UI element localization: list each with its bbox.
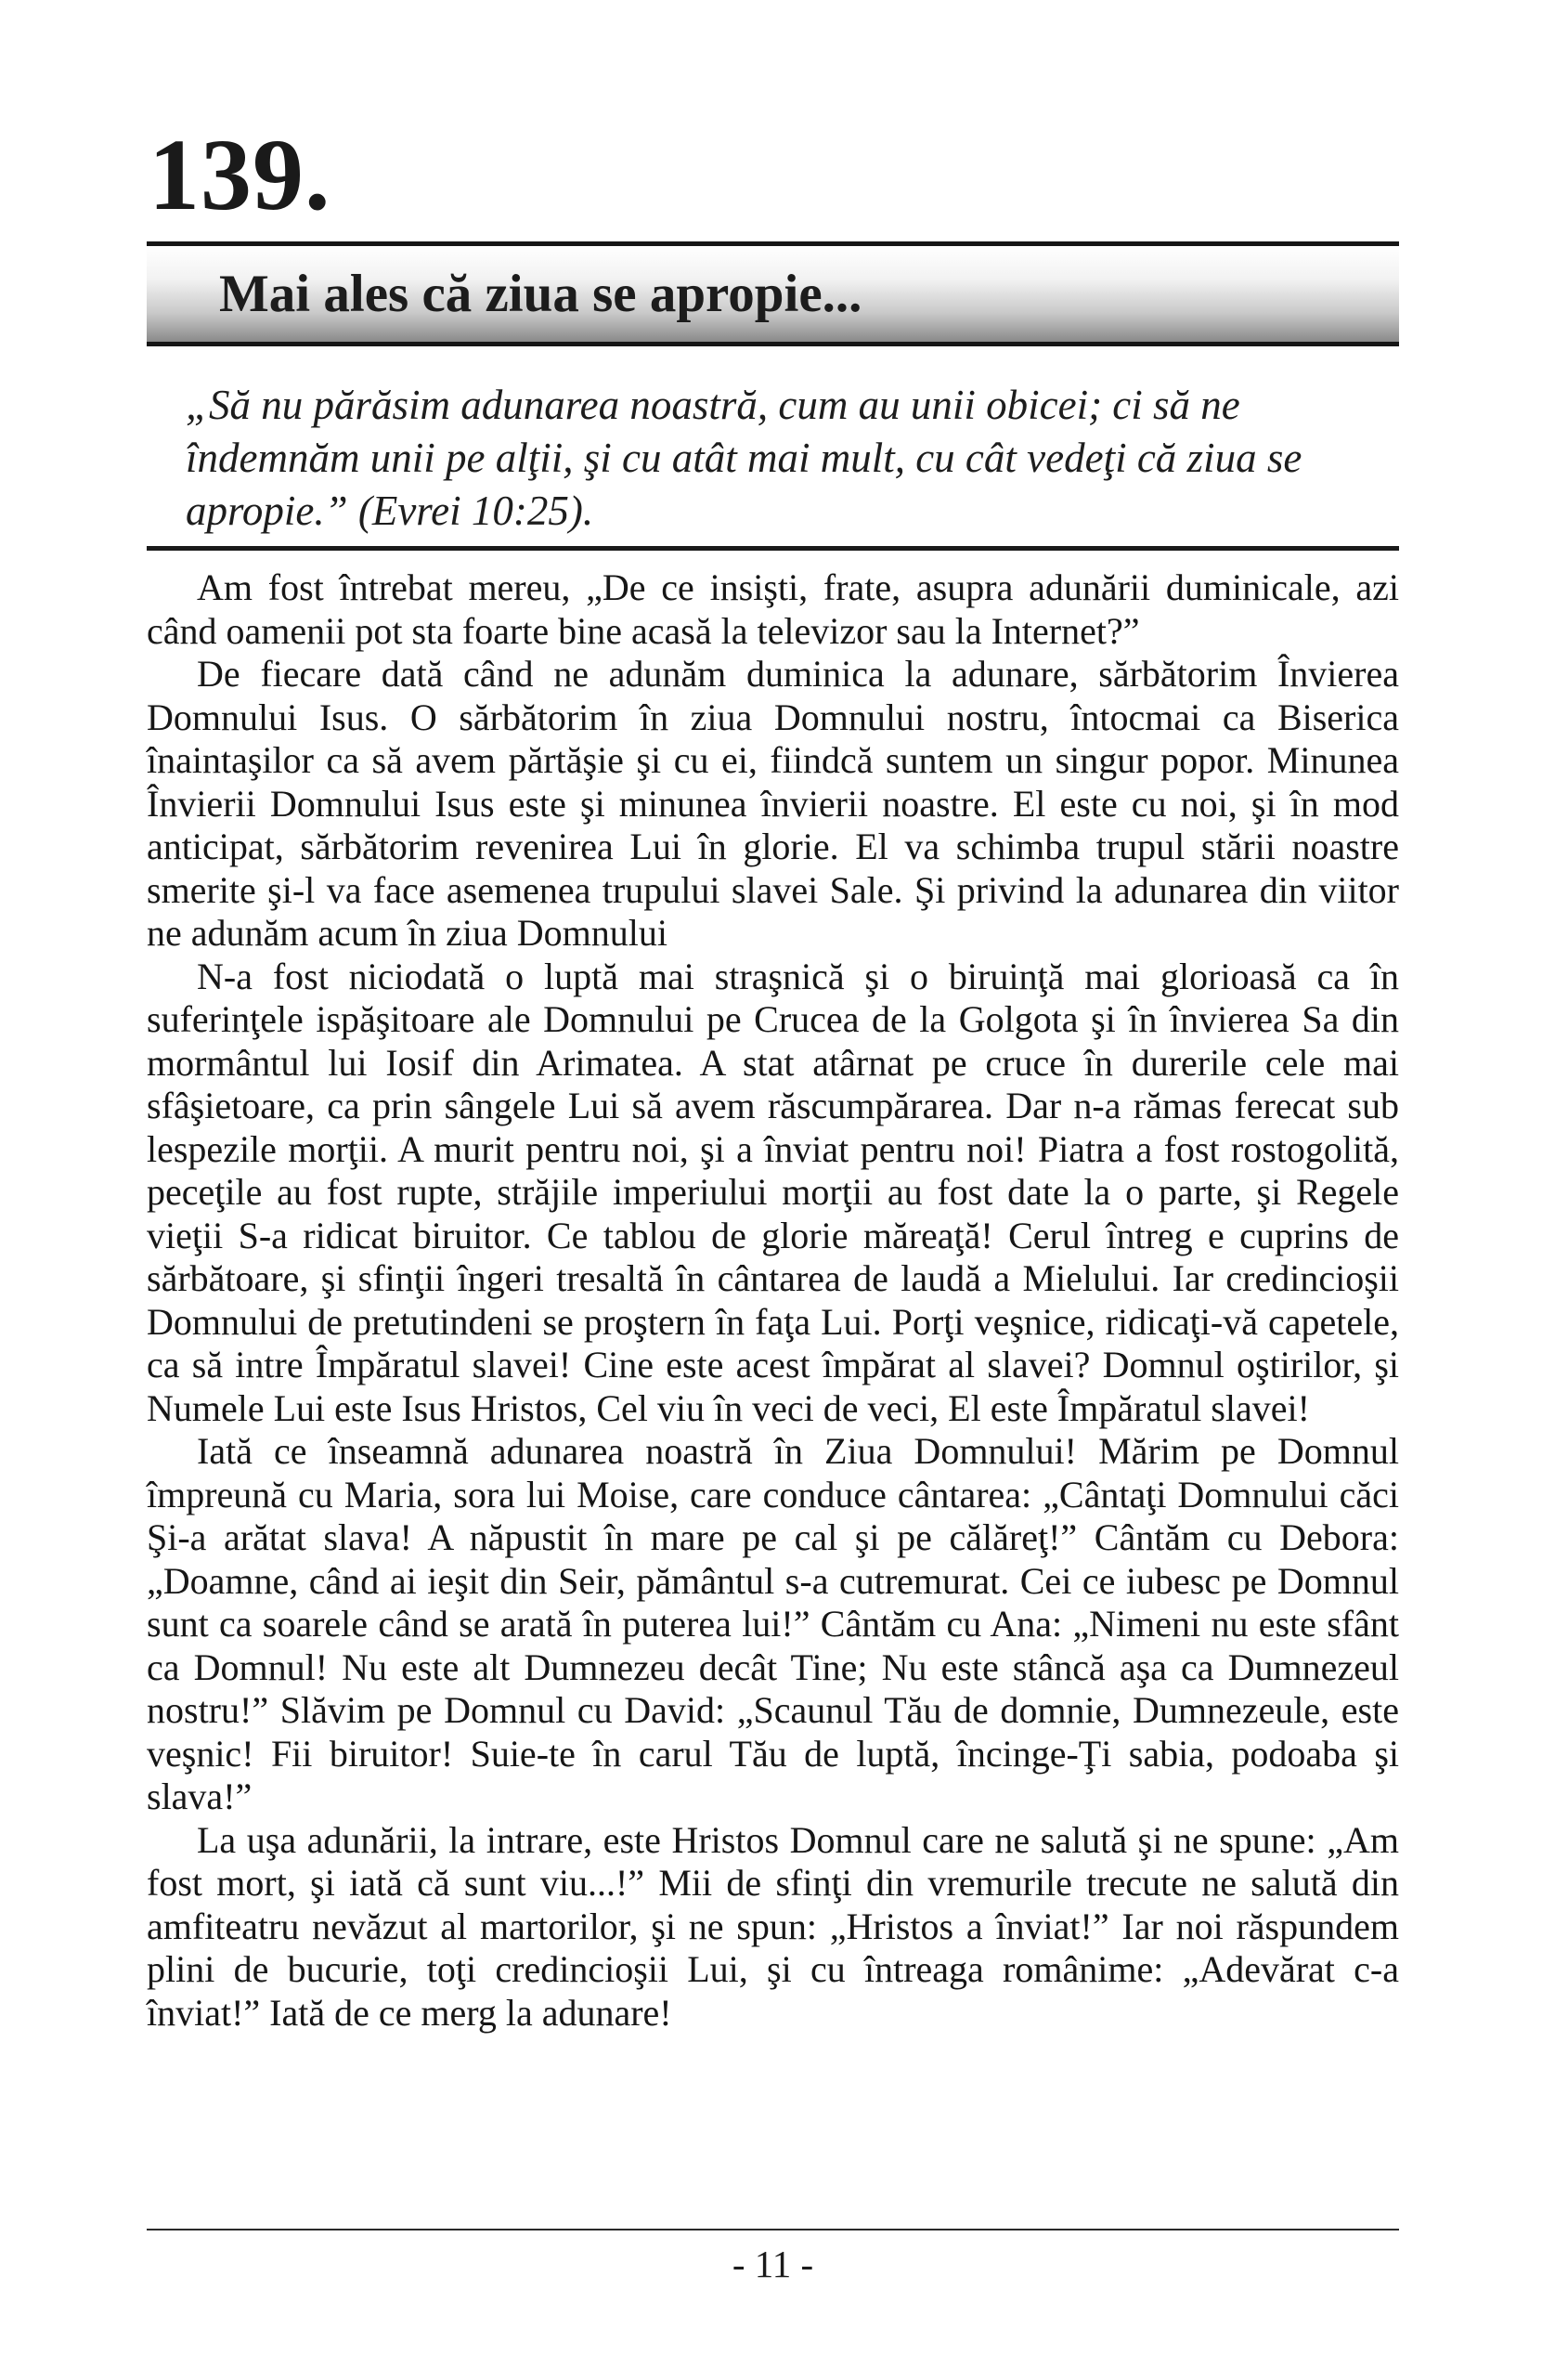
chapter-title-bar	[147, 241, 1399, 346]
divider-rule	[147, 546, 1399, 551]
scripture-quote-line: „Să nu părăsim adunarea noastră, cum au unii obicei; ci să ne	[186, 382, 1240, 428]
chapter-number: 139.	[149, 118, 331, 231]
body-paragraph: N-a fost niciodată o luptă mai straşnică şi o biruinţă mai glorioasă ca în suferinţele ispăşitoare ale Domnului pe Crucea de la Golgota şi în învierea Sa din mormântul lui Iosif din Arimatea. A stat atârnat pe cruce în durerile cele mai sfâşietoare, ca prin sângele Lui să avem răscumpărarea. Dar n-a rămas ferecat sub lespezile morţii. A murit pentru noi, şi a înviat pentru noi! Piatra a fost rostogolită, peceţile au fost rupte, străjile imperiului morţii au fost date la o parte, şi Regele vieţii S-a ridicat biruitor. Ce tablou de glorie măreaţă! Cerul întreg e cuprins de sărbătoare, şi sfinţii îngeri tresaltă în cântarea de laudă a Mielului. Iar credincioşii Domnului de pretutindeni se proştern în faţa Lui. Porţi veşnice, ridicaţi-vă capetele, ca să intre Împăratul slavei! Cine este acest împărat al slavei? Domnul oştirilor, şi Numele Lui este Isus Hristos, Cel viu în veci de veci, El este Împăratul slavei!	[147, 955, 1399, 1429]
footer-rule	[147, 2229, 1399, 2230]
scripture-quote-line: apropie.” (Evrei 10:25).	[186, 488, 594, 534]
scripture-quote-line: îndemnăm unii pe alţii, şi cu atât mai mult, cu cât vedeţi că ziua se	[186, 435, 1302, 481]
body-paragraph: Iată ce înseamnă adunarea noastră în Ziua Domnului! Mărim pe Domnul împreună cu Maria, sora lui Moise, care conduce cântarea: „Cântaţi Domnului căci Şi-a arătat slava! A năpustit în mare pe cal şi pe călăreţ!” Cântăm cu Debora: „Doamne, când ai ieşit din Seir, pământul s-a cutremurat. Cei ce iubesc pe Domnul sunt ca soarele când se arată în puterea lui!” Cântăm cu Ana: „Nimeni nu este sfânt ca Domnul! Nu este alt Dumnezeu decât Tine; Nu este stâncă aşa ca Dumnezeul nostru!” Slăvim pe Domnul cu David: „Scaunul Tău de domnie, Dumnezeule, este veşnic! Fii biruitor! Suie-te în carul Tău de luptă, încinge-Ţi sabia, podoaba şi slava!”	[147, 1430, 1399, 1817]
scripture-quote	[186, 379, 1383, 538]
body-paragraph: La uşa adunării, la intrare, este Hristos Domnul care ne salută şi ne spune: „Am fost mort, şi iată că sunt viu...!” Mii de sfinţi din vremurile trecute ne salută din amfiteatru nevăzut al martorilor, şi ne spun: „Hristos a înviat!” Iar noi răspundem plini de bucurie, toţi credincioşii Lui, şi cu întreaga românime: „Adevărat c-a înviat!” Iată de ce merg la adunare!	[147, 1818, 1399, 2034]
body-paragraph: De fiecare dată când ne adunăm duminica la adunare, sărbătorim Învierea Domnului Isus. O sărbătorim în ziua Domnului nostru, întocmai ca Biserica înaintaşilor ca să avem părtăşie şi cu ei, fiindcă suntem un singur popor. Minunea Învierii Domnului Isus este şi minunea învierii noastre. El este cu noi, şi în mod anticipat, sărbătorim revenirea Lui în glorie. El va schimba trupul stării noastre smerite şi-l va face asemenea trupului slavei Sale. Şi privind la adunarea din viitor ne adunăm acum în ziua Domnului	[147, 653, 1399, 954]
body-text	[147, 566, 1399, 2035]
page-number: - 11 -	[732, 2243, 814, 2285]
body-paragraph: Am fost întrebat mereu, „De ce insişti, frate, asupra adunării duminicale, azi când oamenii pot sta foarte bine acasă la televizor sau la Internet?”	[147, 566, 1399, 652]
chapter-title: Mai ales că ziua se apropie...	[219, 265, 862, 323]
